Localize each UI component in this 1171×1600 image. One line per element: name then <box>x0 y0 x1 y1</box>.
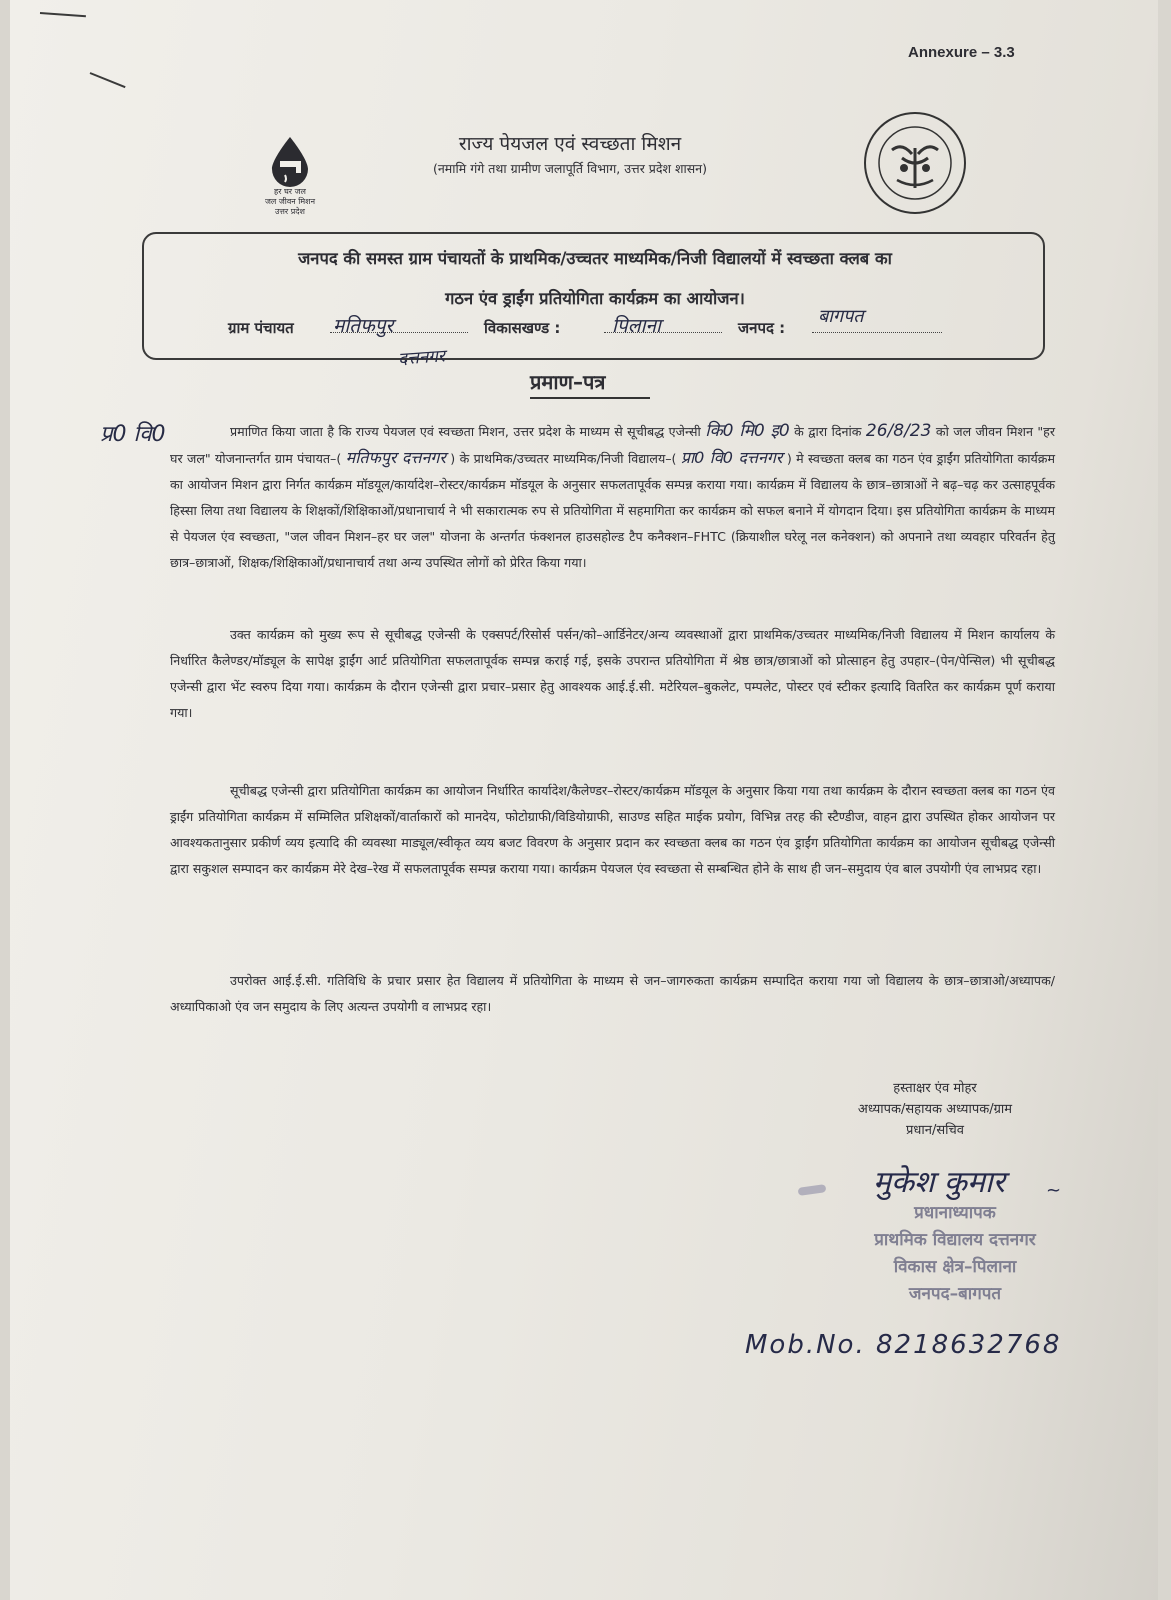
agency-value: कि0 मि0 इ0 <box>705 421 790 441</box>
sig-caption-line: प्रधान/सचिव <box>906 1123 964 1138</box>
p1-text-b: के द्वारा दिनांक <box>794 424 862 439</box>
stamp-line: प्रधानाध्यापक <box>914 1203 996 1223</box>
gram-panchayat-value: मतिफपुर <box>333 315 394 337</box>
annexure-label: Annexure – 3.3 <box>908 44 1015 61</box>
sig-caption-line: हस्ताक्षर एंव मोहर <box>893 1081 977 1096</box>
vikaskhand-label: विकासखण्ड : <box>484 319 561 337</box>
uttar-pradesh-emblem-icon <box>862 110 968 216</box>
janpad-value: बागपत <box>818 306 864 327</box>
p4-text: उपरोक्त आई.ई.सी. गतिविधि के प्रचार प्रसार हेत विद्यालय में प्रतियोगिता के माध्यम से जन–जागरुकता कार्यक्रम सम्पादित कराया गया जो विद्यालय के छात्र–छात्राओ/अध्यापक/अध्यापिकाओ एंव जन समुदाय के लिए अत्यन्त उपयोगी व लाभप्रद रहा। <box>170 973 1055 1014</box>
logo-text: उत्तर प्रदेश <box>275 207 305 216</box>
margin-note: प्र0 वि0 <box>100 422 166 447</box>
handwritten-signature: मुकेश कुमार <box>873 1165 1005 1200</box>
logo-text: जल जीवन मिशन <box>264 197 316 206</box>
pen-mark <box>40 12 86 17</box>
stamp-line: जनपद–बागपत <box>908 1284 1002 1304</box>
school-stamp <box>820 1200 1090 1308</box>
paragraph-4 <box>170 968 1055 1020</box>
paragraph-3 <box>170 778 1055 882</box>
vikaskhand-value: पिलाना <box>612 315 661 337</box>
janpad-label: जनपद : <box>738 319 786 337</box>
subject-line-1: जनपद की समस्त ग्राम पंचायतों के प्राथमिक/उच्चतर माध्यमिक/निजी विद्यालयों में स्वच्छता क्लब का <box>298 249 892 268</box>
subject-line-2: गठन एंव ड्राईंग प्रतियोगिता कार्यक्रम का आयोजन। <box>445 289 745 308</box>
pen-mark <box>90 72 126 88</box>
gram-panchayat-label: ग्राम पंचायत <box>228 319 294 337</box>
paragraph-2 <box>170 622 1055 726</box>
paragraph-1 <box>170 418 1055 576</box>
mobile-number: Mob.No. 8218632768 <box>745 1330 1062 1360</box>
p3-text: सूचीबद्ध एजेन्सी द्वारा प्रतियोगिता कार्यक्रम का आयोजन निर्धारित कार्यादेश/कैलेण्डर–रोस्टर/कार्यक्रम मॉडयूल के अनुसार किया गया तथा कार्यक्रम के दौरान स्वच्छता क्लब का गठन एंव ड्राईंग प्रतियोगिता कार्यक्रम में सम्मिलित प्रशिक्षकों/वार्ताकारों को मानदेय, फोटोग्राफी/विडियोग्राफी, साउण्ड सहित माईक प्रयोग, विभिन्न तरह की स्टैण्डीज, वाहन द्वारा उपस्थित होकर आयोजन पर आवश्यकतानुसार प्रकीर्ण व्यय इत्यादि की व्यवस्था माड्यूल/स्वीकृत व्यय बजट विवरण के अनुसार प्रदान कर स्वच्छता क्लब का गठन एंव ड्राईंग प्रतियोगिता कार्यक्रम का आयोजन सूचीबद्ध एजेन्सी द्वारा सकुशल सम्पादन कर कार्यक्रम मेरे देख–रेख में सफलतापूर्वक सम्पन्न कराया गया। कार्यक्रम पेयजल एंव स्वच्छता से सम्बन्धित होने के साथ ही जन–समुदाय एंव बाल उपयोगी एंव लाभप्रद रहा। <box>170 783 1055 876</box>
stamp-line: प्राथमिक विद्यालय दत्तनगर <box>874 1230 1036 1250</box>
janpad-dotline <box>812 330 942 333</box>
p1-text-d: ) के प्राथमिक/उच्चतर माध्यमिक/निजी विद्यालय–( <box>450 451 677 466</box>
p1-text-c: को जल जीवन मिशन "हर घर जल" योजनान्तर्गत ग्राम पंचायत–( <box>170 424 1055 466</box>
p2-text: उक्त कार्यक्रम को मुख्य रूप से सूचीबद्ध एजेन्सी के एक्सपर्ट/रिसोर्स पर्सन/को–आर्डिनेटर/अन्य व्यवस्थाओं द्वारा प्राथमिक/उच्चतर माध्यमिक/निजी विद्यालय में मिशन कार्यालय के निर्धारित कैलेण्डर/मॉड्यूल के सापेक्ष ड्राईंग आर्ट प्रतियोगिता सफलतापूर्वक सम्पन्न कराई गई, इसके उपरान्त प्रतियोगिता में श्रेष्ठ छात्र/छात्राओं को प्रोत्साहन हेतु उपहार–(पेन/पेन्सिल) भी सूचीबद्ध एजेन्सी द्वारा भेंट स्वरुप दिया गया। कार्यक्रम के दौरान एजेन्सी द्वारा प्रचार–प्रसार हेतु आवश्यक आई.ई.सी. मटेरियल–बुकलेट, पम्पलेट, पोस्टर एवं स्टीकर इत्यादि वितरित कर कार्यक्रम पूर्ण कराया गया। <box>170 627 1055 720</box>
signature-caption <box>800 1078 1070 1141</box>
date-value: 26/8/23 <box>865 421 932 441</box>
stamp-line: विकास क्षेत्र–पिलाना <box>893 1257 1017 1277</box>
p1-text-e: ) मे स्वच्छता क्लब का गठन एंव ड्राईंग प्रतियोगिता कार्यक्रम का आयोजन मिशन द्वारा निर्गत कार्यक्रम मॉडयूल/कार्यादेश–रोस्टर/कार्यक्रम मॉडयूल के अनुसार सफलतापूर्वक सम्पन्न कराया गया। कार्यक्रम में विद्यालय के छात्र–छात्राओं ने बढ़–चढ़ कर उत्साहपूर्वक हिस्सा लिया तथा विद्यालय के शिक्षकों/शिक्षिकाओं/प्रधानाचार्य ने भी सकारात्मक रुप से प्रतियोगिता में सहमागिता कर कार्यक्रम को सफल बनाने में योगदान दिया। इस प्रतियोगिता कार्यक्रम के माध्यम से पेयजल एंव स्वच्छता, "जल जीवन मिशन–हर घर जल" योजना के अन्तर्गत फंक्शनल हाउसहोल्ड टैप कनैक्शन–FHTC (क्रियाशील घरेलू नल कनेक्शन) को अपनाने तथा व्यवहार परिवर्तन हेतु छात्र–छात्राओं, शिक्षक/शिक्षिकाओं/प्रधानाचार्य तथा अन्य उपस्थित लोगों को प्रेरित किया गया। <box>170 451 1056 570</box>
gram-panchayat-value-2: दत्तनगर <box>397 346 446 370</box>
gram-panchayat-handwritten: मतिफपुर दत्तनगर <box>345 448 446 467</box>
sig-caption-line: अध्यापक/सहायक अध्यापक/ग्राम <box>857 1102 1013 1117</box>
logo-text: हर घर जल <box>274 187 306 196</box>
signature-flourish: ~ <box>1046 1180 1062 1201</box>
mission-title: राज्य पेयजल एवं स्वच्छता मिशन <box>458 133 682 155</box>
p1-text-a: प्रमाणित किया जाता है कि राज्य पेयजल एवं स्वच्छता मिशन, उत्तर प्रदेश के माध्यम से सूचीबद्ध एजेन्सी <box>230 424 701 439</box>
mission-subtitle: (नमामि गंगे तथा ग्रामीण जलापूर्ति विभाग, उत्तर प्रदेश शासन) <box>432 161 707 176</box>
school-value: प्रा0 वि0 दत्तनगर <box>680 448 783 467</box>
certificate-heading: प्रमाण–पत्र <box>530 370 606 394</box>
heading-underline <box>530 397 650 399</box>
